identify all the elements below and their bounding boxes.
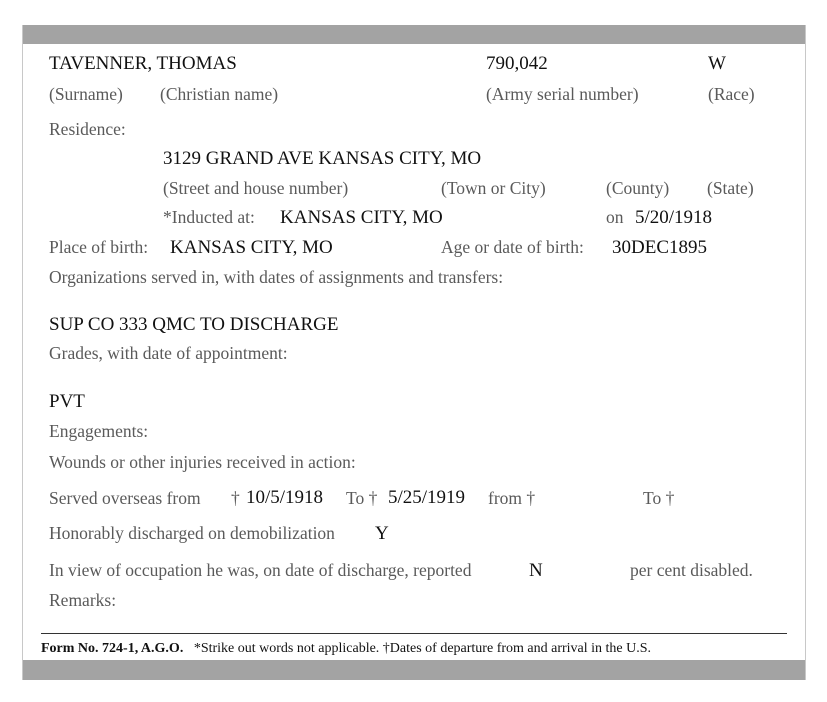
discharge-value: Y	[375, 523, 389, 544]
grades-value: PVT	[49, 391, 85, 412]
bottom-band	[23, 660, 805, 680]
organizations-label: Organizations served in, with dates of assignments and transfers:	[49, 267, 504, 287]
organizations-value: SUP CO 333 QMC TO DISCHARGE	[49, 314, 339, 335]
overseas-to-date: 5/25/1919	[388, 487, 466, 508]
inducted-at-label: *Inducted at:	[163, 207, 255, 227]
overseas-to2-label: To †	[643, 488, 675, 508]
engagements-label: Engagements:	[49, 421, 149, 441]
grades-label: Grades, with date of appointment:	[49, 343, 288, 363]
overseas-to-label: To †	[346, 488, 378, 508]
birthplace-value: KANSAS CITY, MO	[170, 237, 333, 258]
race-value: W	[708, 53, 726, 74]
residence-label: Residence:	[49, 119, 126, 139]
residence-address: 3129 GRAND AVE KANSAS CITY, MO	[163, 148, 482, 169]
county-label: (County)	[606, 178, 670, 198]
form-footer	[41, 642, 651, 656]
top-band	[23, 25, 805, 44]
disability-label: In view of occupation he was, on date of discharge, reported	[49, 560, 472, 580]
dagger-mark: †	[231, 488, 240, 508]
town-label: (Town or City)	[441, 178, 546, 198]
christian-name-label: (Christian name)	[160, 84, 279, 104]
footer-note: *Strike out words not applicable. †Dates of departure from and arrival in the U.S.	[193, 641, 652, 656]
discharge-label: Honorably discharged on demobilization	[49, 523, 335, 543]
inducted-on-label: on	[606, 207, 624, 227]
footer-divider	[41, 633, 787, 634]
birth-date-value: 30DEC1895	[612, 237, 707, 258]
service-record-card	[22, 25, 806, 680]
birth-date-label: Age or date of birth:	[441, 237, 584, 257]
disability-suffix: per cent disabled.	[630, 560, 753, 580]
disability-value: N	[529, 560, 543, 581]
overseas-from-date: 10/5/1918	[246, 487, 324, 508]
army-serial-number: 790,042	[486, 53, 548, 74]
inducted-place: KANSAS CITY, MO	[280, 207, 443, 228]
birthplace-label: Place of birth:	[49, 237, 149, 257]
race-label: (Race)	[708, 84, 755, 104]
soldier-name: TAVENNER, THOMAS	[49, 53, 237, 74]
street-label: (Street and house number)	[163, 178, 349, 198]
surname-label: (Surname)	[49, 84, 123, 104]
overseas-from2-label: from †	[488, 488, 536, 508]
serial-number-label: (Army serial number)	[486, 84, 639, 104]
remarks-label: Remarks:	[49, 590, 117, 610]
state-label: (State)	[707, 178, 754, 198]
inducted-date: 5/20/1918	[635, 207, 713, 228]
wounds-label: Wounds or other injuries received in action:	[49, 452, 356, 472]
overseas-label: Served overseas from	[49, 488, 201, 508]
form-number: Form No. 724-1, A.G.O.	[41, 641, 184, 656]
